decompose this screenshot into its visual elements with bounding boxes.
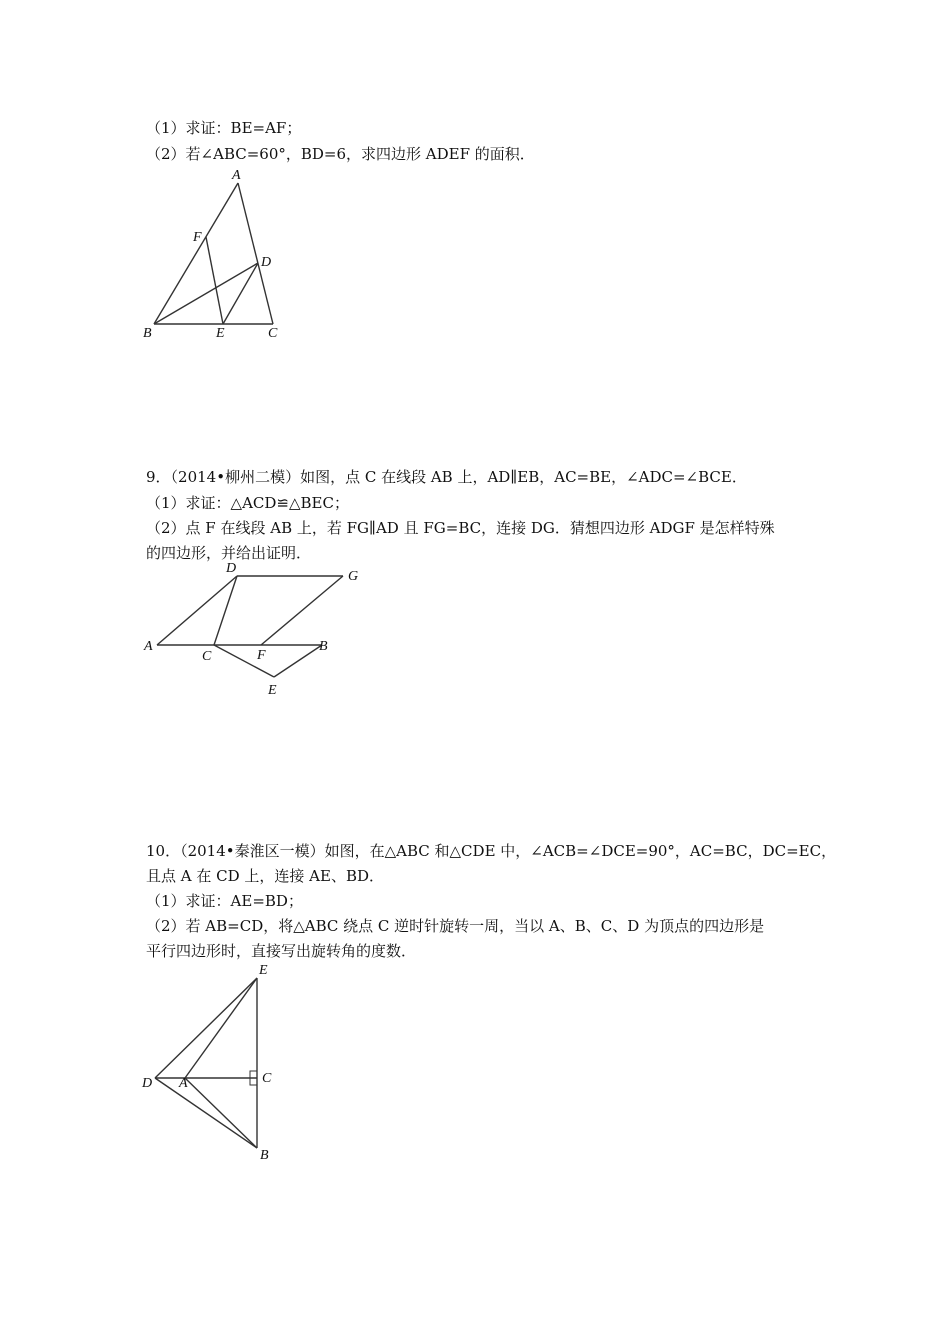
problem10-part2-line2: 平行四边形时，直接写出旋转角的度数．	[146, 942, 417, 960]
problem9-figure	[135, 558, 375, 698]
label-b: B	[143, 326, 152, 341]
label-b: B	[319, 639, 328, 654]
label-e: E	[268, 683, 277, 698]
problem10-part2-line1: （2）若 AB=CD，将△ABC 绕点 C 逆时针旋转一周，当以 A、B、C、D 为顶点的四边形是	[146, 917, 765, 935]
segment-eb	[274, 645, 322, 677]
label-f: F	[257, 648, 266, 663]
segment-bd	[154, 263, 258, 324]
problem8-part2: （2）若∠ABC=60°，BD=6，求四边形 ADEF 的面积．	[146, 145, 535, 163]
label-c: C	[268, 326, 278, 341]
segment-ab	[185, 1078, 257, 1148]
segment-db	[155, 1078, 257, 1148]
problem10-figure	[135, 960, 285, 1165]
segment-ae	[185, 978, 257, 1078]
problem9-part2-line1: （2）点 F 在线段 AB 上，若 FG∥AD 且 FG=BC，连接 DG．猜想四边形 ADGF 是怎样特殊	[146, 519, 775, 537]
problem9-part1: （1）求证：△ACD≌△BEC；	[146, 494, 349, 512]
label-a: A	[179, 1076, 188, 1091]
label-d: D	[226, 561, 237, 576]
segment-fg	[261, 576, 343, 645]
problem10-stem-line2: 且点 A 在 CD 上，连接 AE、BD．	[146, 867, 385, 885]
label-d: D	[142, 1076, 153, 1091]
segment-fe	[206, 237, 223, 324]
label-a: A	[144, 639, 153, 654]
label-g: G	[348, 569, 359, 584]
segment-de	[155, 978, 257, 1078]
label-a: A	[232, 168, 241, 183]
label-c: C	[262, 1071, 272, 1086]
segment-ac	[238, 183, 273, 324]
problem8-figure	[130, 165, 300, 345]
label-d: D	[261, 255, 272, 270]
problem9-part2-line2: 的四边形，并给出证明．	[146, 544, 312, 562]
problem8-part1: （1）求证：BE=AF；	[146, 119, 302, 137]
problem10-stem-line1: 10．（2014•秦淮区一模）如图，在△ABC 和△CDE 中，∠ACB=∠DCE=90°，AC=BC，DC=EC，	[146, 842, 837, 860]
segment-ab	[154, 183, 238, 324]
problem10-part1: （1）求证：AE=BD；	[146, 892, 303, 910]
problem9-stem: 9．（2014•柳州二模）如图，点 C 在线段 AB 上，AD∥EB，AC=BE，∠ADC=∠BCE．	[146, 468, 747, 486]
label-b: B	[260, 1148, 269, 1163]
label-e: E	[259, 963, 268, 978]
label-c: C	[202, 649, 212, 664]
segment-de	[223, 263, 258, 324]
label-f: F	[193, 230, 202, 245]
label-e: E	[216, 326, 225, 341]
